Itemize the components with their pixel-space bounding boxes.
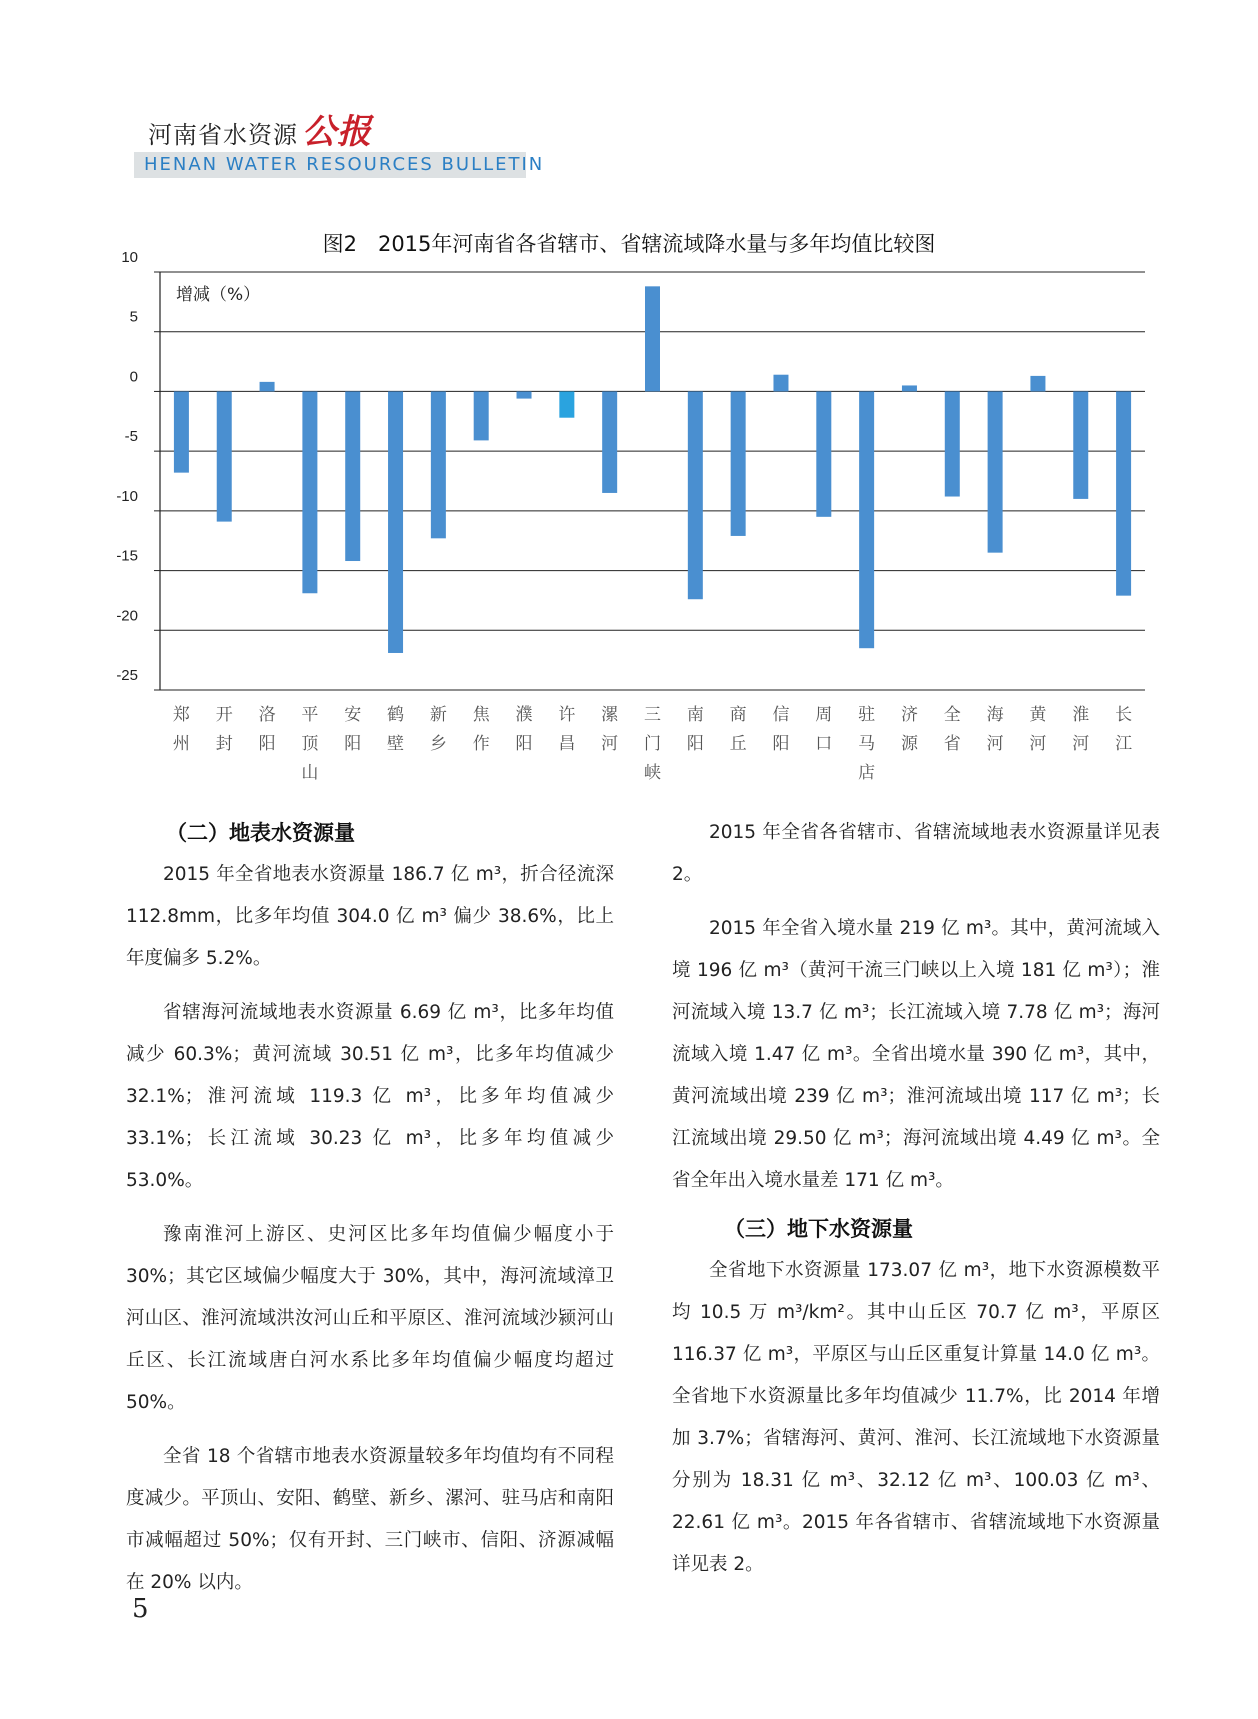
x-tick-label: 海: [986, 705, 1004, 725]
x-tick-label: 门: [644, 734, 661, 754]
x-tick-label: 濮: [515, 705, 533, 725]
x-tick-label: 周: [815, 705, 833, 725]
bar: [474, 391, 489, 440]
x-tick-label: 新: [429, 705, 447, 725]
bar: [902, 385, 917, 391]
x-tick-label: 丘: [729, 734, 747, 754]
x-tick-label: 开: [215, 705, 233, 725]
x-tick-label: 阳: [515, 734, 533, 754]
y-tick-label: 5: [129, 308, 138, 326]
bar: [260, 382, 275, 392]
x-tick-label: 河: [986, 734, 1004, 754]
header-title-text: 河南省水资源: [148, 121, 298, 149]
bar: [559, 391, 574, 417]
x-tick-label: 州: [172, 734, 190, 754]
x-tick-label: 阳: [344, 734, 362, 754]
x-tick-label: 河: [1072, 734, 1090, 754]
bar: [816, 391, 831, 516]
x-tick-label: 封: [215, 734, 233, 754]
x-tick-label: 阳: [258, 734, 276, 754]
bar: [174, 391, 189, 472]
bar: [731, 391, 746, 536]
y-tick-label: -25: [116, 667, 138, 684]
paragraph: 2015 年全省入境水量 219 亿 m³。其中，黄河流域入境 196 亿 m³（黄河干流三门峡以上入境 181 亿 m³）；淮河流域入境 13.7 亿 m³；长江流域入境 7.78 亿 m³；海河流域入境 1.47 亿 m³。全省出境水量 390 亿 m³，其中，黄河流域出境 239 亿 m³；淮河流域出境 117 亿 m³；长江流域出境 29.50 亿 m³；海河流域出境 4.49 亿 m³。全省全年出入境水量差 171 亿 m³。: [672, 918, 1160, 1191]
bar: [859, 391, 874, 648]
bar: [217, 391, 232, 521]
x-tick-label: 江: [1115, 734, 1133, 754]
x-tick-label: 淮: [1072, 705, 1090, 725]
x-tick-label: 作: [472, 734, 490, 754]
bar: [602, 391, 617, 493]
header-title-suffix: 公报: [302, 112, 372, 152]
bar: [1073, 391, 1088, 498]
y-tick-label: -15: [116, 547, 138, 565]
x-tick-label: 许: [558, 705, 576, 725]
x-tick-label: 鹤: [387, 705, 405, 725]
x-tick-label: 商: [729, 705, 747, 725]
x-tick-label: 阳: [686, 734, 704, 754]
y-tick-label: -5: [124, 428, 138, 446]
x-tick-label: 河: [601, 734, 619, 754]
x-tick-label: 漯: [601, 705, 619, 725]
x-tick-label: 焦: [472, 705, 490, 725]
section-heading-groundwater: （三）地下水资源量: [724, 1217, 913, 1241]
paragraph: 2015 年全省地表水资源量 186.7 亿 m³，折合径流深 112.8mm，比多年均值 304.0 亿 m³ 偏少 38.6%，比上年度偏多 5.2%。: [126, 864, 614, 969]
x-tick-label: 洛: [258, 705, 276, 725]
x-tick-label: 峡: [644, 763, 661, 783]
x-tick-label: 马: [858, 734, 876, 754]
bar: [688, 391, 703, 599]
x-tick-label: 长: [1115, 705, 1133, 725]
x-tick-label: 河: [1029, 734, 1047, 754]
x-tick-label: 省: [943, 734, 961, 754]
x-tick-label: 黄: [1029, 705, 1047, 725]
x-tick-label: 驻: [858, 705, 876, 725]
y-tick-label: 0: [129, 368, 138, 386]
bar: [431, 391, 446, 538]
x-tick-label: 顶: [301, 734, 319, 754]
bar: [1030, 376, 1045, 392]
bar: [945, 391, 960, 496]
bar: [345, 391, 360, 561]
y-tick-label: -10: [116, 487, 138, 505]
figure-title: 图2 2015年河南省各省辖市、省辖流域降水量与多年均值比较图: [322, 232, 936, 256]
x-tick-label: 店: [858, 763, 876, 783]
header-title-en: HENAN WATER RESOURCES BULLETIN: [134, 152, 526, 178]
x-tick-label: 乡: [429, 734, 447, 754]
y-tick-label: 10: [121, 249, 138, 266]
bar-chart: [0, 0, 1258, 800]
paragraph: 全省 18 个省辖市地表水资源量较多年均值均有不同程度减少。平顶山、安阳、鹤壁、新乡、漯河、驻马店和南阳市减幅超过 50%；仅有开封、三门峡市、信阳、济源减幅在 20% 以内。: [126, 1446, 614, 1593]
x-tick-label: 壁: [387, 734, 405, 754]
bar: [388, 391, 403, 653]
right-column: [672, 812, 1160, 1586]
bar: [302, 391, 317, 593]
paragraph: 2015 年全省各省辖市、省辖流域地表水资源量详见表 2。: [672, 822, 1160, 885]
bar: [988, 391, 1003, 552]
x-tick-label: 口: [815, 734, 833, 754]
x-tick-label: 郑: [172, 705, 190, 725]
x-tick-label: 源: [900, 734, 918, 754]
bar: [517, 391, 532, 398]
left-column: [126, 812, 614, 1604]
section-heading-surface-water: （二）地表水资源量: [166, 821, 355, 845]
paragraph: 豫南淮河上游区、史河区比多年均值偏少幅度小于 30%；其它区域偏少幅度大于 30%，其中，海河流域漳卫河山区、淮河流域洪汝河山丘和平原区、淮河流域沙颍河山丘区、长江流域唐白河水系比多年均值偏少幅度均超过 50%。: [126, 1224, 614, 1413]
x-tick-label: 信: [772, 705, 790, 725]
x-tick-label: 昌: [558, 734, 576, 754]
x-tick-label: 安: [344, 705, 362, 725]
y-axis-label: 增减（%）: [176, 285, 261, 305]
x-tick-label: 济: [900, 705, 918, 725]
page-number: 5: [132, 1594, 149, 1624]
x-tick-label: 山: [301, 763, 319, 783]
x-tick-label: 南: [686, 705, 704, 725]
x-tick-label: 平: [301, 705, 319, 725]
paragraph: 省辖海河流域地表水资源量 6.69 亿 m³，比多年均值减少 60.3%；黄河流域 30.51 亿 m³，比多年均值减少 32.1%；淮河流域 119.3 亿 m³，比多年均值减少 33.1%；长江流域 30.23 亿 m³，比多年均值减少 53.0%。: [126, 1002, 614, 1191]
bar: [645, 286, 660, 391]
paragraph: 全省地下水资源量 173.07 亿 m³，地下水资源模数平均 10.5 万 m³/km²。其中山丘区 70.7 亿 m³，平原区 116.37 亿 m³，平原区与山丘区重复计算量 14.0 亿 m³。全省地下水资源量比多年均值减少 11.7%，比 2014 年增加 3.7%；省辖海河、黄河、淮河、长江流域地下水资源量分别为 18.31 亿 m³、32.12 亿 m³、100.03 亿 m³、22.61 亿 m³。2015 年各省辖市、省辖流域地下水资源量详见表 2。: [672, 1260, 1160, 1575]
x-tick-label: 全: [943, 705, 961, 725]
x-tick-label: 阳: [772, 734, 790, 754]
bar: [1116, 391, 1131, 595]
bar: [773, 375, 788, 392]
y-tick-label: -20: [116, 607, 138, 625]
x-tick-label: 三: [644, 705, 661, 725]
